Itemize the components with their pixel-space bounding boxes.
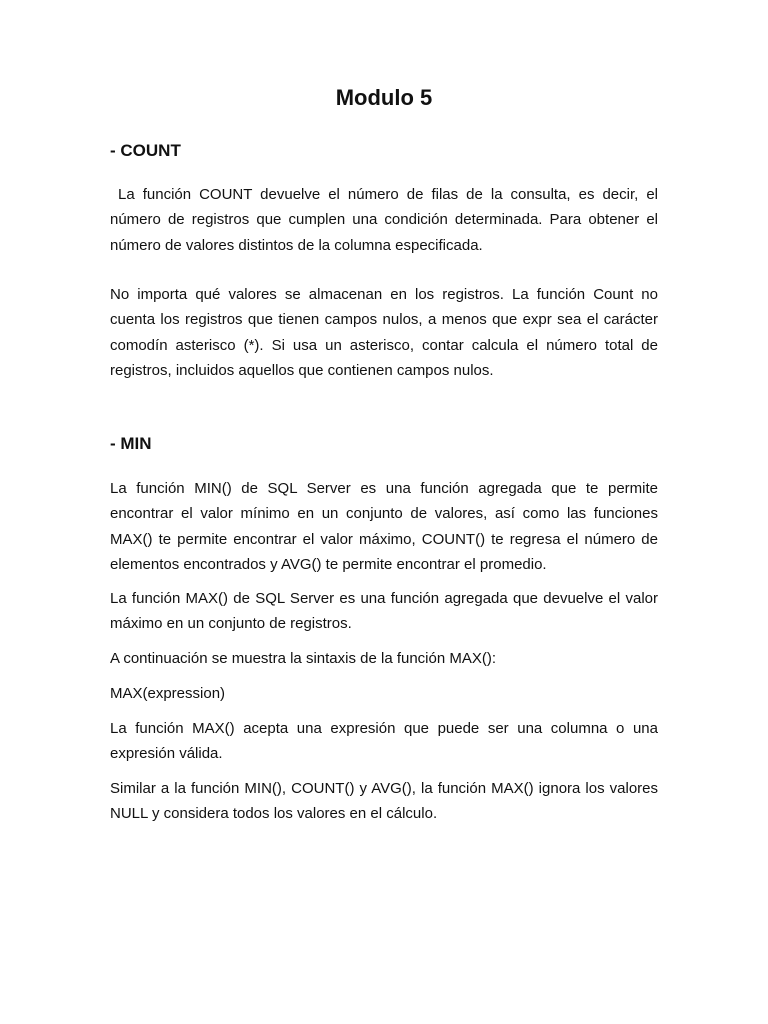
page-title: Modulo 5	[335, 85, 433, 110]
min-paragraph-5: La función MAX() acepta una expresión que puede ser una columna o una expresión válida.	[110, 720, 658, 763]
min-paragraph-3: A continuación se muestra la sintaxis de la función MAX():	[110, 650, 497, 667]
count-paragraph-2: No importa qué valores se almacenan en los registros. La función Count no cuenta los registros que tienen campos nulos, a menos que expr sea el carácter comodín asterisco (*). Si usa un asterisco, contar calcula el número total de registros, incluidos aquellos que contienen campos nulos.	[110, 286, 658, 379]
count-paragraph-1: La función COUNT devuelve el número de filas de la consulta, es decir, el número de registros que cumplen una condición determinada. Para obtener el número de valores distintos de la columna especificada.	[110, 186, 663, 254]
min-paragraph-1: La función MIN() de SQL Server es una función agregada que te permite encontrar el valor mínimo en un conjunto de valores, así como las funciones MAX() te permite encontrar el valor máximo, COUNT() te regresa el número de elementos encontrados y AVG() te permite encontrar el promedio.	[110, 480, 658, 573]
section-heading-min: - MIN	[110, 434, 152, 453]
min-paragraph-6: Similar a la función MIN(), COUNT() y AVG(), la función MAX() ignora los valores NULL y considera todos los valores en el cálculo.	[110, 780, 658, 823]
section-heading-count: - COUNT	[110, 141, 181, 160]
min-paragraph-2: La función MAX() de SQL Server es una función agregada que devuelve el valor máximo en un conjunto de registros.	[110, 590, 658, 633]
syntax-example: MAX(expression)	[110, 685, 226, 702]
